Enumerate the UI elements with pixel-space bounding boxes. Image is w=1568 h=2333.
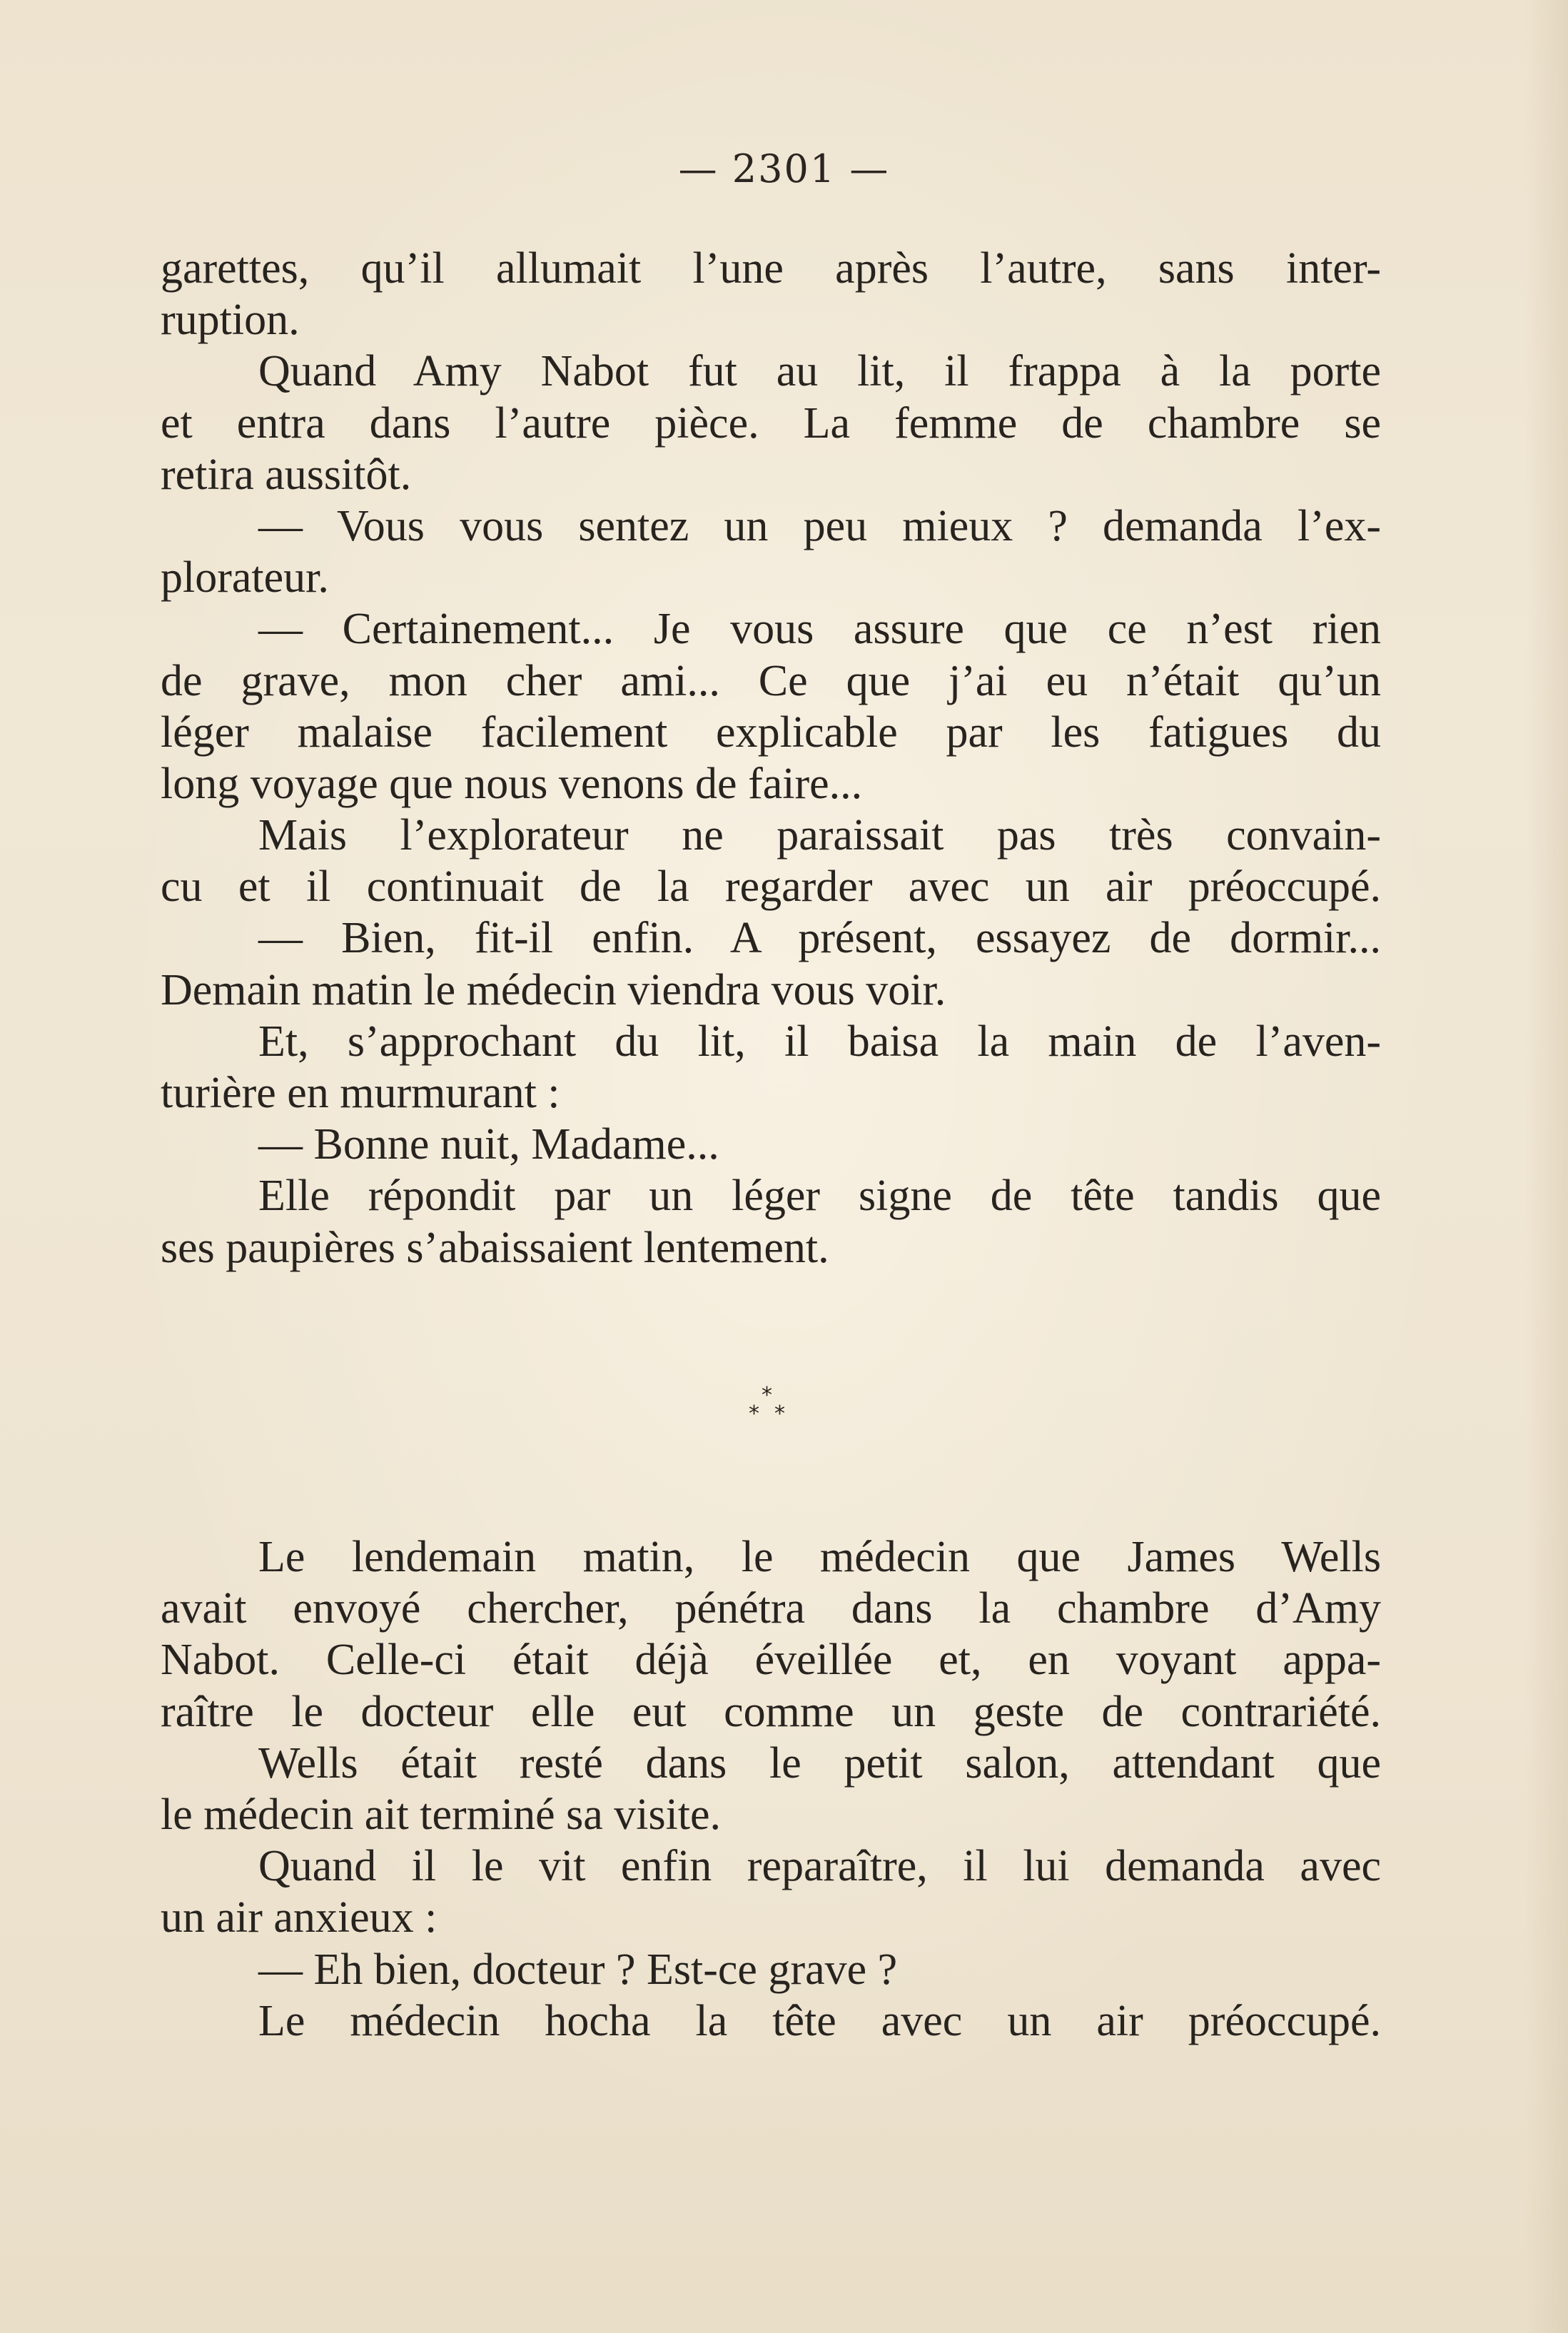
text-line: long voyage que nous venons de faire... [161, 759, 863, 808]
text-line: Le lendemain matin, le médecin que James Wells [258, 1533, 1381, 1581]
text-line: turière en murmurant : [161, 1069, 560, 1117]
text-line: un air anxieux : [161, 1893, 437, 1943]
text-line: Le médecin hocha la tête avec un air préoccupé. [258, 1996, 1381, 2045]
text-line: garettes, qu’il allumait l’une après l’autre, sans inter- [161, 244, 1381, 293]
text-line: Nabot. Celle-ci était déjà éveillée et, en voyant appa- [161, 1636, 1381, 1685]
text-line: et entra dans l’autre pièce. La femme de chambre se [161, 398, 1381, 448]
text-line: le médecin ait terminé sa visite. [161, 1790, 722, 1839]
text-line: Mais l’explorateur ne paraissait pas très convain- [258, 811, 1381, 860]
section-1-text [161, 243, 1381, 1274]
separator-star: * [749, 1401, 759, 1426]
text-line: Et, s’approchant du lit, il baisa la main de l’aven- [258, 1017, 1381, 1066]
text-line: ses paupières s’abaissaient lentement. [161, 1223, 829, 1272]
section-separator-asterism [740, 1385, 804, 1442]
text-line: Wells était resté dans le petit salon, attendant que [258, 1738, 1381, 1788]
text-line: avait envoyé chercher, pénétra dans la chambre d’Amy [161, 1584, 1381, 1633]
text-line: de grave, mon cher ami... Ce que j’ai eu n’était qu’un [161, 656, 1381, 705]
text-line: — Eh bien, docteur ? Est-ce grave ? [258, 1945, 898, 1994]
page-number: — 2301 — [678, 146, 890, 191]
text-line: cu et il continuait de la regarder avec un air préoccupé. [161, 862, 1381, 912]
text-line: ruption. [161, 296, 300, 345]
text-line: — Bien, fit-il enfin. A présent, essayez de dormir... [258, 914, 1381, 963]
text-line: retira aussitôt. [161, 450, 412, 499]
text-line: — Certainement... Je vous assure que ce n’est rien [258, 605, 1381, 654]
page-edge-shadow [1525, 0, 1568, 2333]
text-line: Quand Amy Nabot fut au lit, il frappa à la porte [258, 347, 1381, 396]
separator-star: * [774, 1401, 785, 1426]
text-line: léger malaise facilement explicable par les fatigues du [161, 707, 1381, 757]
text-line: raître le docteur elle eut comme un geste de contrariété. [161, 1687, 1381, 1736]
text-line: Elle répondit par un léger signe de tête tandis que [258, 1171, 1381, 1221]
text-line: Demain matin le médecin viendra vous voir. [161, 965, 946, 1014]
text-line: plorateur. [161, 553, 329, 603]
separator-star: * [762, 1383, 772, 1408]
section-2-text [161, 1531, 1381, 2047]
text-line: — Bonne nuit, Madame... [258, 1120, 719, 1169]
text-line: Quand il le vit enfin reparaître, il lui demanda avec [258, 1842, 1381, 1891]
text-line: — Vous vous sentez un peu mieux ? demanda l’ex- [258, 501, 1381, 550]
